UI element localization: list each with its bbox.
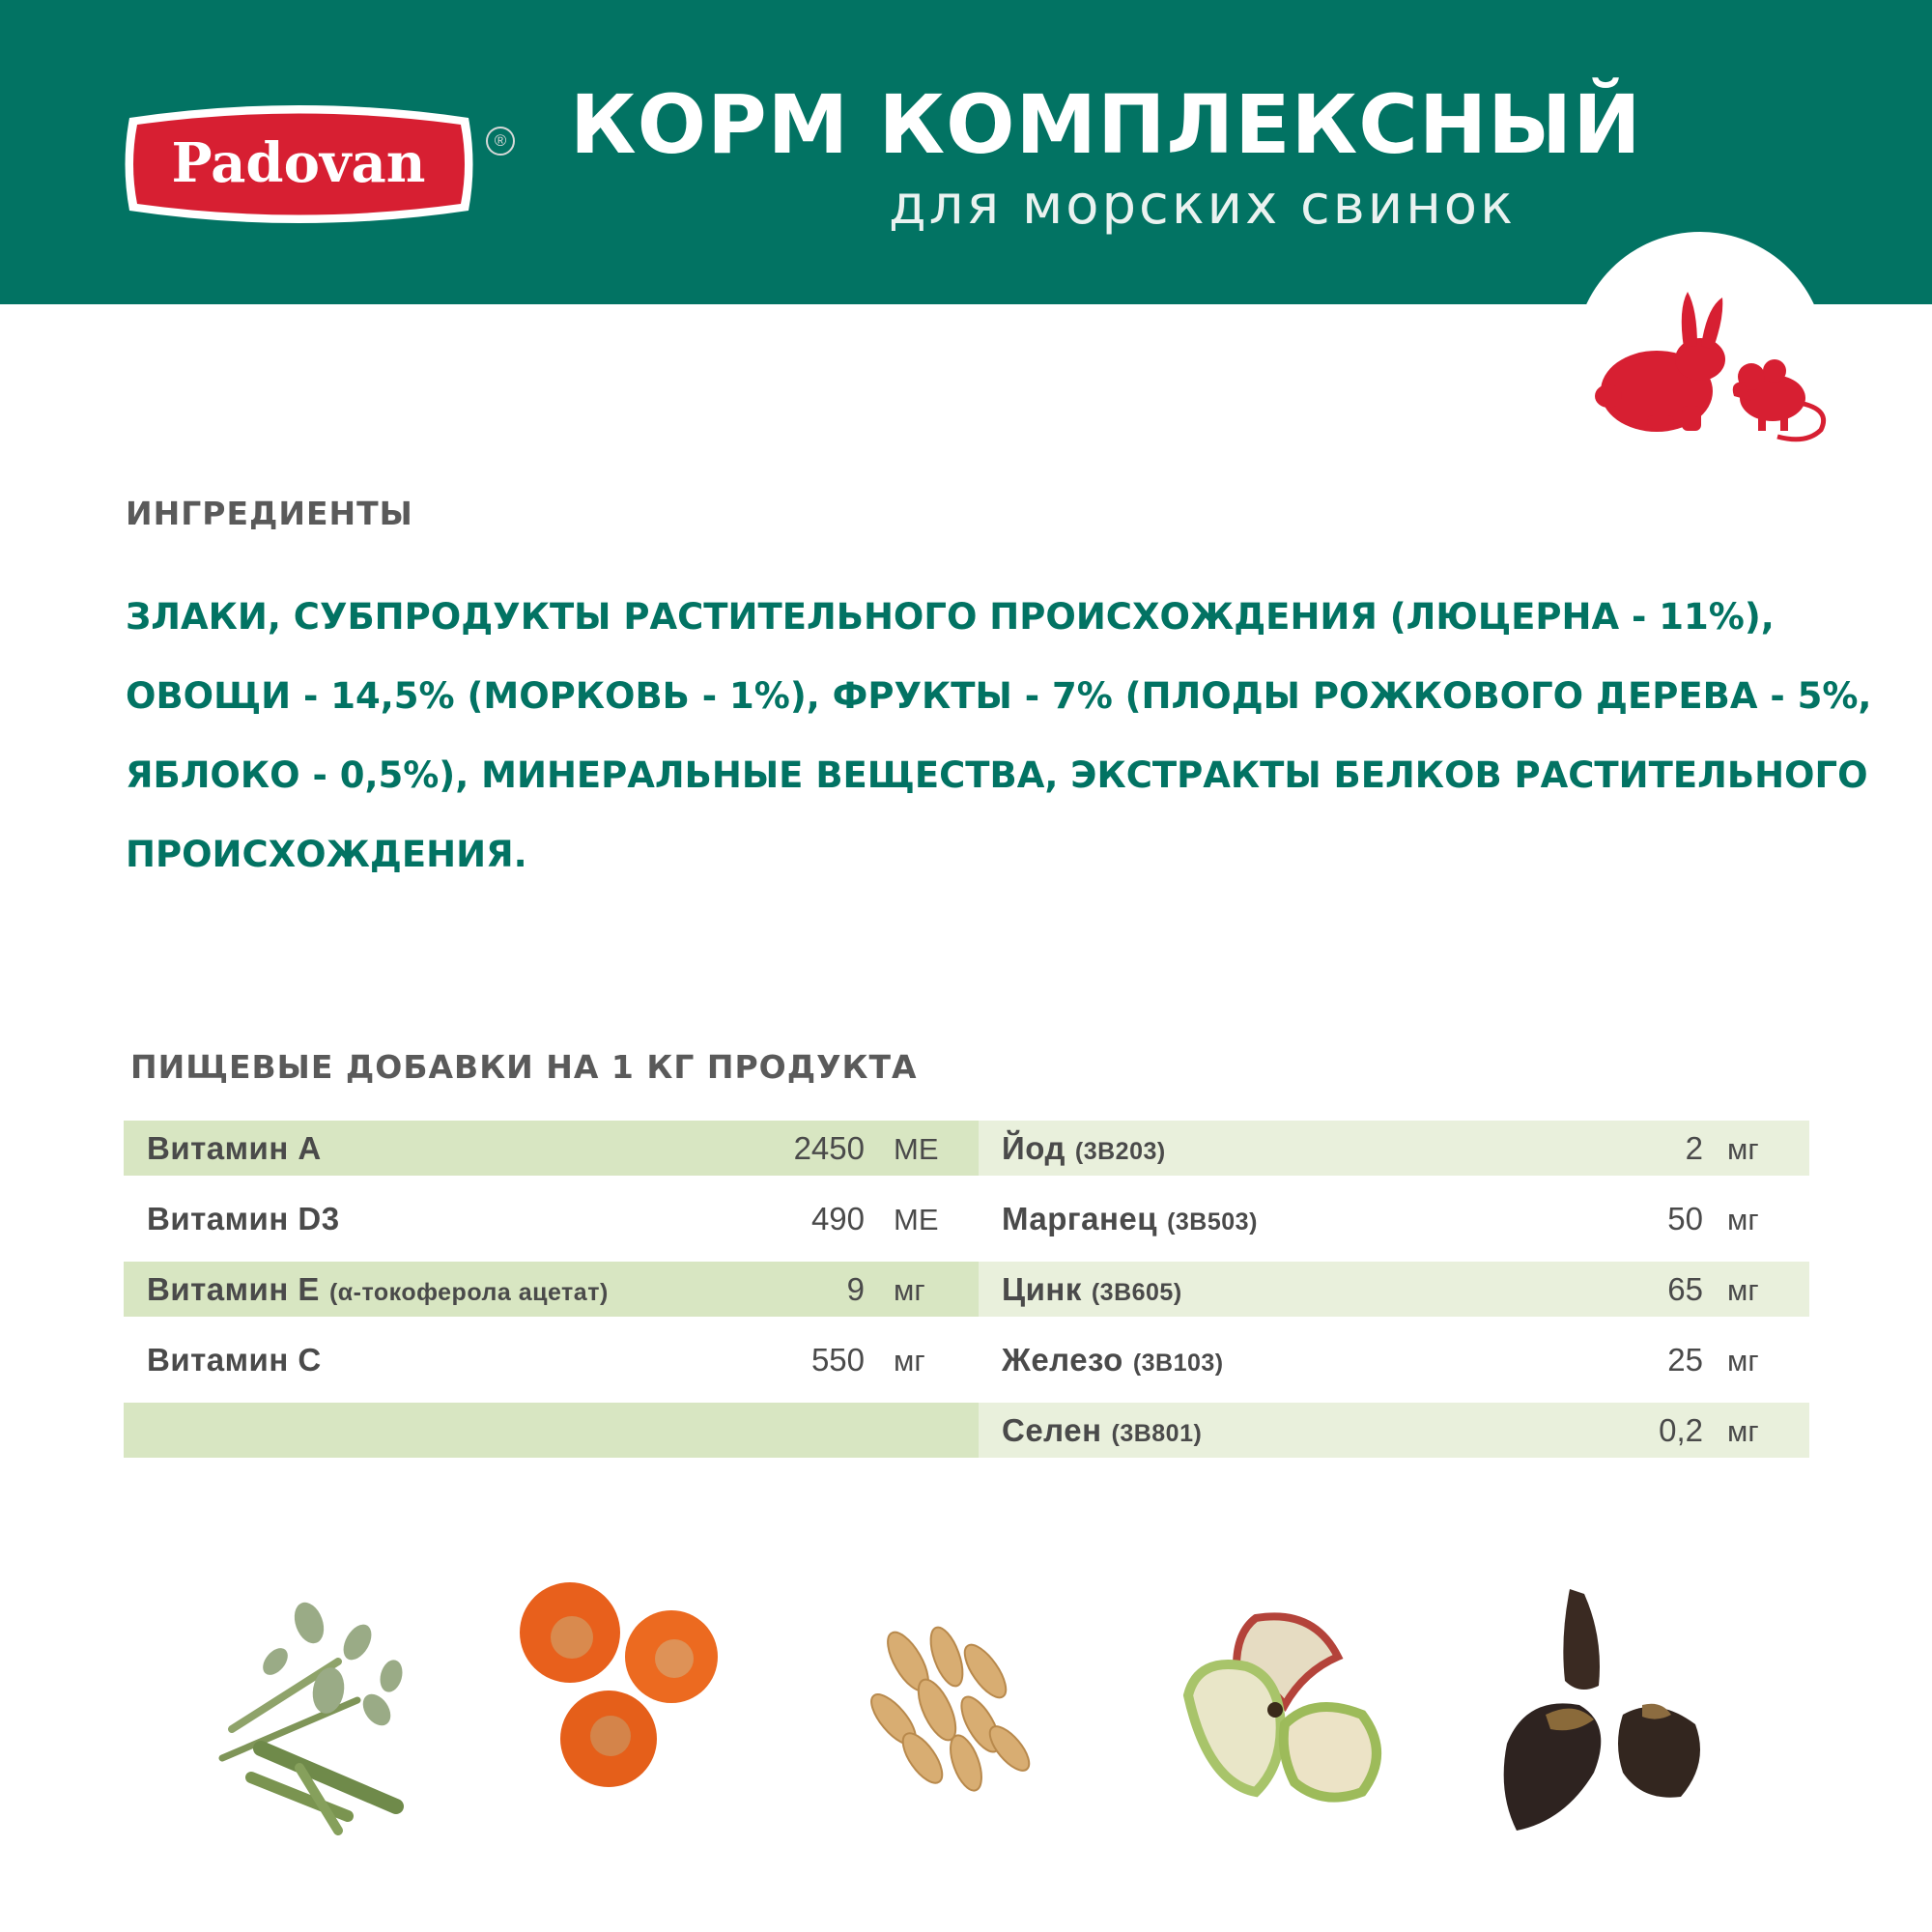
additive-name: Марганец — [1002, 1201, 1158, 1236]
additive-unit: мг — [894, 1273, 925, 1307]
table-row-empty — [124, 1403, 979, 1458]
additive-name: Витамин А — [147, 1130, 322, 1166]
rabbit-and-mouse-icon — [1589, 290, 1831, 449]
additives-table-minerals — [979, 1121, 1809, 1468]
additive-value: 2 — [1685, 1130, 1703, 1166]
additive-name: Витамин D3 — [147, 1201, 340, 1236]
additive-unit: мг — [1727, 1273, 1759, 1307]
dried-apple-icon — [1169, 1599, 1401, 1811]
table-row — [979, 1262, 1809, 1317]
additive-value: 2450 — [793, 1130, 865, 1166]
additive-value: 50 — [1667, 1201, 1703, 1236]
table-row — [979, 1403, 1809, 1458]
additive-code: (α-токоферола ацетат) — [328, 1279, 609, 1306]
logo-text: Padovan — [171, 131, 426, 195]
additive-value: 9 — [846, 1271, 865, 1307]
additive-code: (3B801) — [1111, 1420, 1203, 1447]
carob-pods-icon — [1488, 1579, 1719, 1840]
ingredients-line: ОВОЩИ - 14,5% (МОРКОВЬ - 1%), ФРУКТЫ - 7% (ПЛОДЫ РОЖКОВОГО ДЕРЕВА - 5%, — [126, 675, 1872, 717]
table-row — [124, 1191, 979, 1246]
ingredients-text — [126, 578, 1872, 895]
table-row — [979, 1191, 1809, 1246]
additive-value: 0,2 — [1659, 1412, 1703, 1448]
ingredients-line: ПРОИСХОЖДЕНИЯ. — [126, 834, 527, 875]
dried-carrot-icon — [502, 1560, 734, 1792]
additive-unit: мг — [1727, 1414, 1759, 1448]
additives-heading: ПИЩЕВЫЕ ДОБАВКИ НА 1 КГ ПРОДУКТА — [130, 1048, 918, 1086]
additive-name: Селен — [1002, 1412, 1102, 1448]
ingredients-line: ЯБЛОКО - 0,5%), МИНЕРАЛЬНЫЕ ВЕЩЕСТВА, ЭКСТРАКТЫ БЕЛКОВ РАСТИТЕЛЬНОГО — [126, 754, 1868, 796]
table-row — [979, 1332, 1809, 1387]
additive-unit: мг — [1727, 1203, 1759, 1236]
ingredients-line: ЗЛАКИ, СУБПРОДУКТЫ РАСТИТЕЛЬНОГО ПРОИСХОЖДЕНИЯ (ЛЮЦЕРНА - 11%), — [126, 596, 1775, 638]
additive-value: 65 — [1667, 1271, 1703, 1307]
additive-name: Цинк — [1002, 1271, 1082, 1307]
additive-unit: мг — [1727, 1344, 1759, 1378]
ingredients-heading: ИНГРЕДИЕНТЫ — [126, 495, 413, 532]
table-row — [124, 1121, 979, 1176]
additive-code: (3B503) — [1167, 1208, 1258, 1236]
additive-unit: мг — [894, 1344, 925, 1378]
registered-mark: ® — [486, 127, 515, 156]
page-title: КОРМ КОМПЛЕКСНЫЙ — [570, 77, 1642, 172]
additive-unit: мг — [1727, 1132, 1759, 1166]
additive-name: Витамин Е — [147, 1271, 320, 1307]
page-subtitle: для морских свинок — [889, 174, 1516, 237]
additive-unit: МЕ — [894, 1132, 939, 1166]
oat-grains-icon — [850, 1613, 1043, 1797]
additive-unit: МЕ — [894, 1203, 939, 1236]
additive-code: (3B103) — [1132, 1350, 1224, 1377]
alfalfa-icon — [193, 1584, 425, 1835]
additive-value: 25 — [1667, 1342, 1703, 1378]
table-row — [979, 1121, 1809, 1176]
padovan-logo — [118, 97, 480, 232]
table-row — [124, 1332, 979, 1387]
additive-code: (3B203) — [1074, 1138, 1166, 1165]
additive-name: Железо — [1002, 1342, 1123, 1378]
additive-name: Йод — [1002, 1130, 1065, 1166]
additive-code: (3B605) — [1091, 1279, 1182, 1306]
additive-name: Витамин С — [147, 1342, 322, 1378]
additive-value: 550 — [810, 1342, 865, 1378]
table-row — [124, 1262, 979, 1317]
additive-value: 490 — [810, 1201, 865, 1236]
additives-table-vitamins — [124, 1121, 979, 1468]
